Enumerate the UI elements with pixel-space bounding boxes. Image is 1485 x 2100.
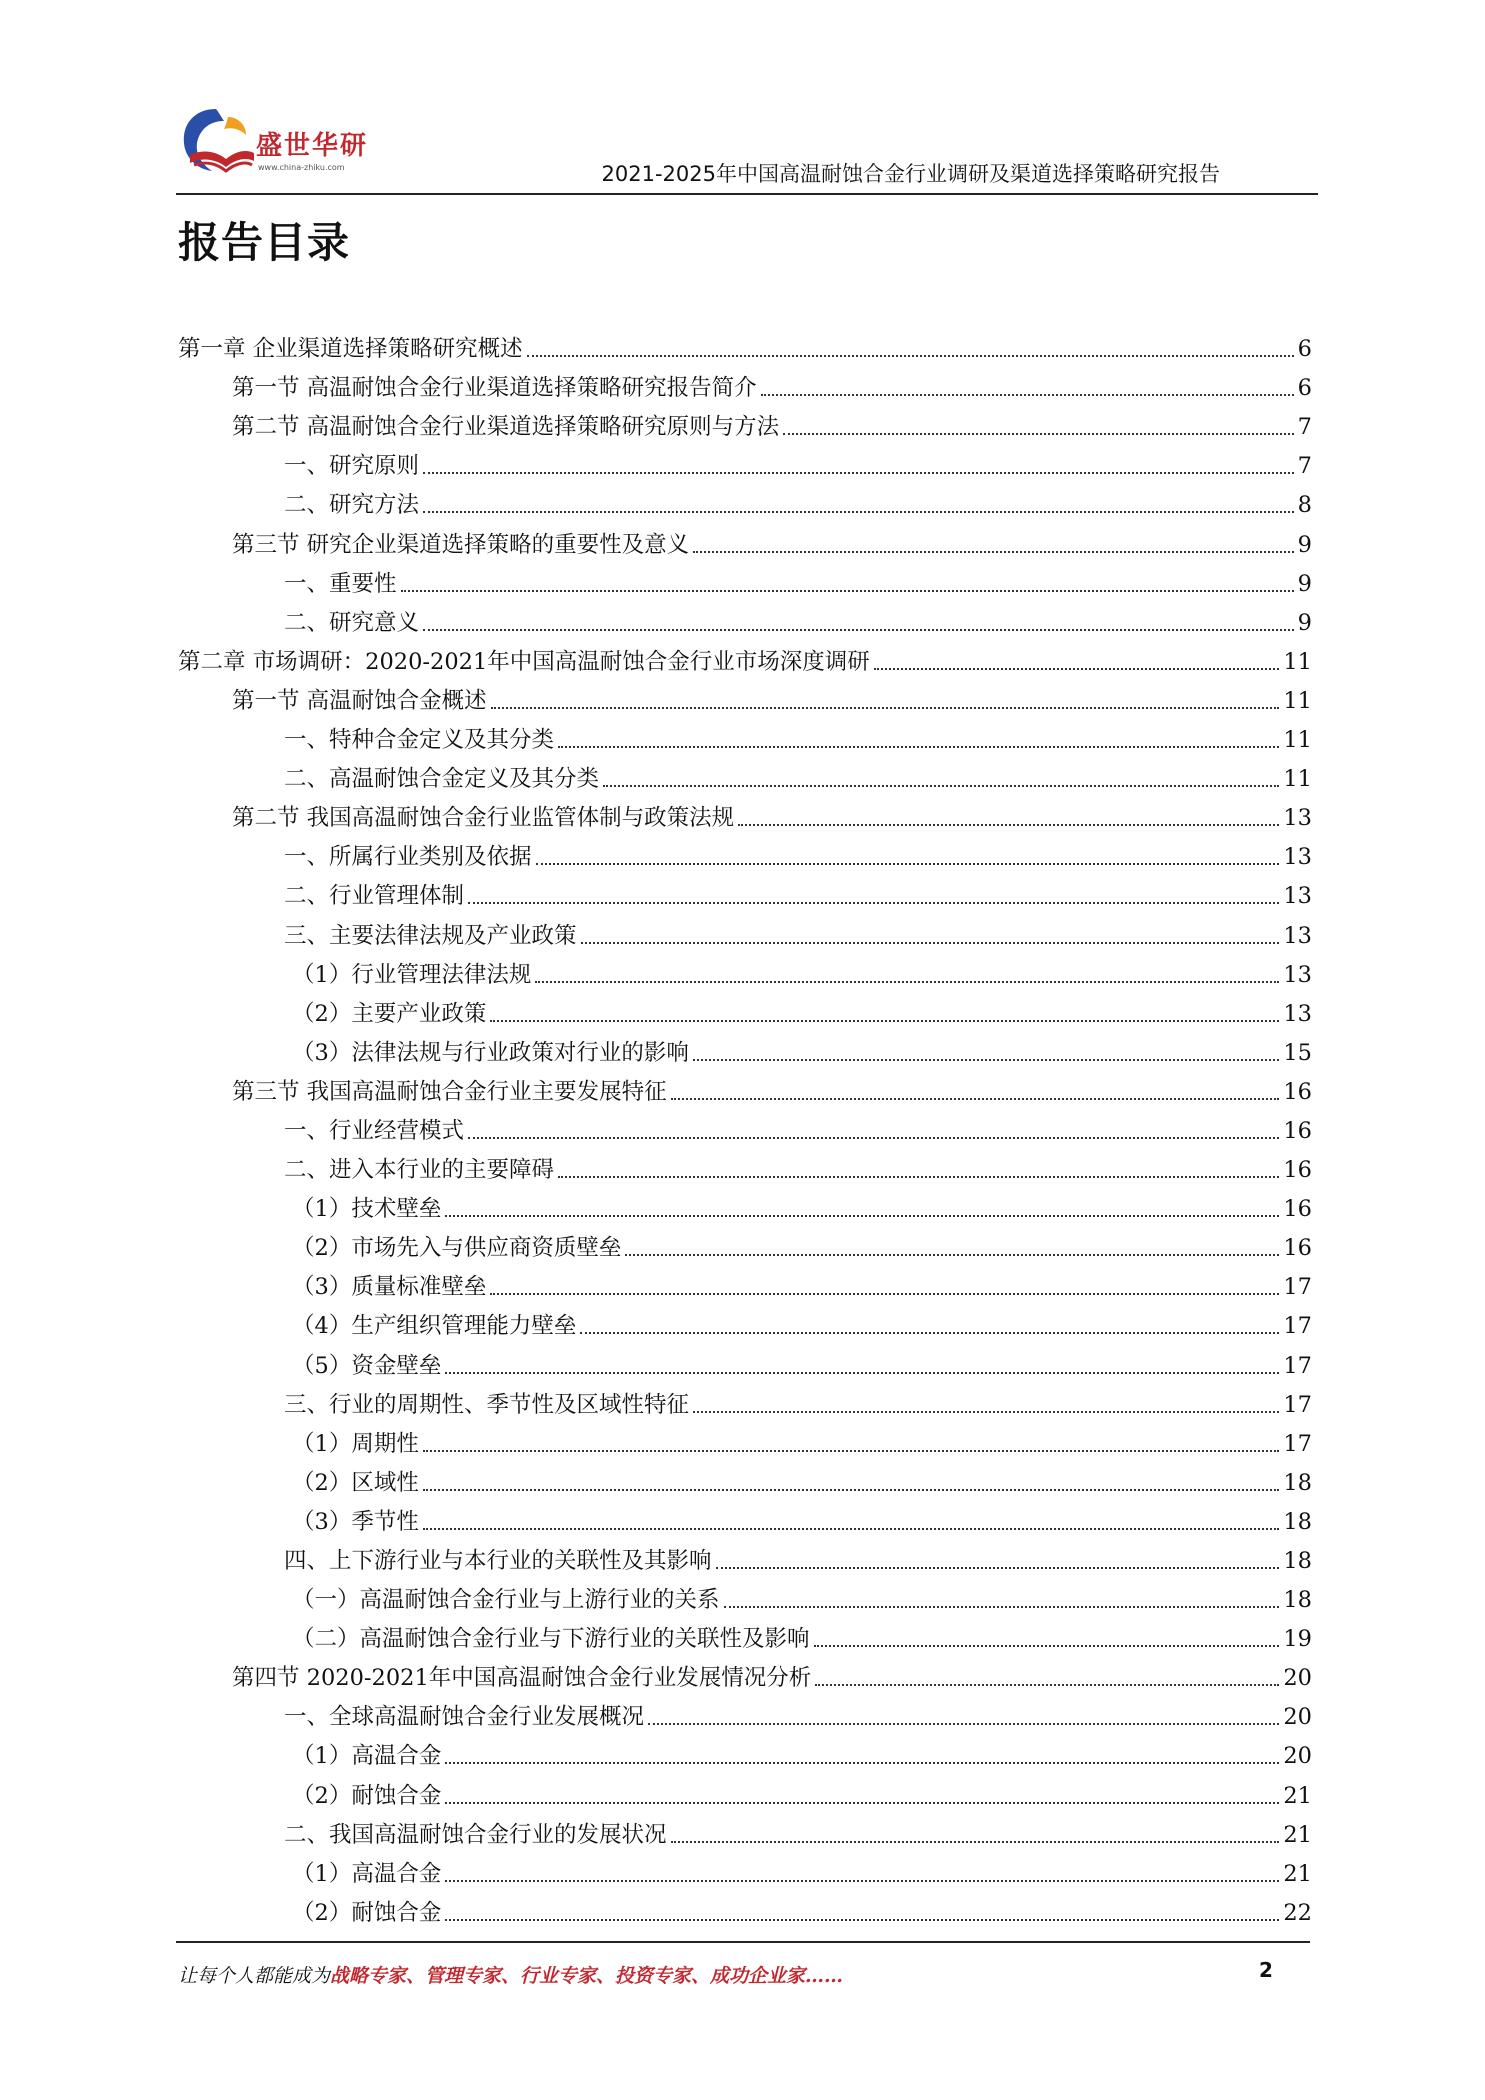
- toc-entry-page: 20: [1283, 1665, 1312, 1692]
- toc-entry[interactable]: [178, 442, 1312, 481]
- toc-leader-dots: [693, 1411, 1279, 1413]
- toc-entry-page: 15: [1283, 1039, 1312, 1066]
- toc-leader-dots: [625, 1254, 1279, 1256]
- toc-entry[interactable]: [178, 1263, 1312, 1302]
- toc-entry[interactable]: [178, 872, 1312, 911]
- toc-entry-page: 17: [1283, 1274, 1312, 1301]
- book-swirl-icon: [176, 103, 256, 181]
- toc-entry-page: 18: [1283, 1548, 1312, 1574]
- page-title: 报告目录: [178, 218, 351, 267]
- toc-leader-dots: [445, 1215, 1279, 1217]
- toc-entry-title: 三、主要法律法规及产业政策: [284, 922, 577, 949]
- toc-entry[interactable]: [178, 1029, 1312, 1068]
- toc-leader-dots: [468, 1137, 1279, 1139]
- toc-leader-dots: [761, 394, 1294, 396]
- toc-leader-dots: [581, 942, 1280, 944]
- toc-entry-page: 13: [1283, 922, 1312, 949]
- toc-leader-dots: [423, 511, 1294, 513]
- toc-entry-title: 一、研究原则: [284, 453, 420, 480]
- toc-entry-title: （2）市场先入与供应商资质壁垒: [292, 1235, 622, 1262]
- toc-entry-title: （3）季节性: [292, 1508, 419, 1535]
- toc-entry-page: 18: [1283, 1508, 1312, 1535]
- toc-entry[interactable]: [178, 560, 1312, 599]
- toc-leader-dots: [671, 1098, 1280, 1100]
- toc-entry-title: 二、研究方法: [284, 492, 420, 519]
- toc-leader-dots: [445, 1802, 1279, 1804]
- toc-entry[interactable]: [178, 1185, 1312, 1224]
- toc-entry-page: 6: [1297, 336, 1312, 363]
- toc-entry[interactable]: [178, 1302, 1312, 1341]
- toc-entry[interactable]: [178, 1850, 1312, 1889]
- toc-entry[interactable]: [178, 1224, 1312, 1263]
- toc-leader-dots: [648, 1723, 1279, 1725]
- toc-entry-page: 16: [1283, 1117, 1312, 1144]
- toc-entry-title: （2）耐蚀合金: [292, 1782, 442, 1809]
- toc-entry-page: 6: [1297, 375, 1312, 402]
- toc-entry-title: （4）生产组织管理能力壁垒: [292, 1313, 577, 1340]
- toc-entry-page: 13: [1283, 805, 1312, 832]
- toc-entry-title: 一、所属行业类别及依据: [284, 844, 532, 871]
- toc-leader-dots: [491, 707, 1280, 709]
- toc-leader-dots: [423, 472, 1294, 474]
- toc-entry-title: 第一节 高温耐蚀合金行业渠道选择策略研究报告简介: [232, 375, 757, 402]
- toc-entry-page: 19: [1283, 1626, 1312, 1653]
- toc-entry[interactable]: [178, 325, 1312, 364]
- toc-entry-page: 11: [1283, 766, 1312, 793]
- toc-entry-title: 四、上下游行业与本行业的关联性及其影响: [284, 1548, 712, 1574]
- toc-leader-dots: [815, 1684, 1279, 1686]
- toc-entry-title: 第一节 高温耐蚀合金概述: [232, 687, 487, 714]
- toc-entry-page: 18: [1283, 1587, 1312, 1614]
- brand-logo: [176, 103, 386, 181]
- toc-entry-title: （3）法律法规与行业政策对行业的影响: [292, 1039, 689, 1066]
- toc-leader-dots: [445, 1880, 1279, 1882]
- toc-entry-page: 22: [1283, 1899, 1312, 1926]
- toc-entry-page: 16: [1283, 1196, 1312, 1223]
- toc-entry-page: 11: [1283, 727, 1312, 754]
- toc-entry[interactable]: [178, 833, 1312, 872]
- table-of-contents: [178, 325, 1312, 1928]
- toc-entry[interactable]: [178, 1811, 1312, 1850]
- toc-entry[interactable]: [178, 990, 1312, 1029]
- toc-entry[interactable]: [178, 599, 1312, 638]
- toc-entry-title: 一、全球高温耐蚀合金行业发展概况: [284, 1704, 645, 1731]
- toc-entry-title: 二、我国高温耐蚀合金行业的发展状况: [284, 1821, 667, 1848]
- toc-entry-title: （2）主要产业政策: [292, 1000, 487, 1027]
- toc-entry-page: 7: [1297, 453, 1312, 480]
- toc-entry-page: 13: [1283, 883, 1312, 910]
- toc-entry[interactable]: [178, 1498, 1312, 1537]
- toc-entry-page: 20: [1283, 1743, 1312, 1770]
- toc-entry[interactable]: [178, 481, 1312, 520]
- toc-leader-dots: [671, 1841, 1280, 1843]
- toc-entry-page: 13: [1283, 961, 1312, 988]
- toc-entry[interactable]: [178, 1771, 1312, 1810]
- toc-leader-dots: [693, 551, 1294, 553]
- toc-entry[interactable]: [178, 1693, 1312, 1732]
- footer-slogan-prefix: 让每个人都能成为: [178, 1965, 331, 1987]
- toc-entry[interactable]: [178, 1341, 1312, 1380]
- toc-leader-dots: [423, 1489, 1280, 1491]
- toc-entry-page: 9: [1297, 609, 1312, 636]
- toc-entry[interactable]: [178, 1068, 1312, 1107]
- toc-entry-title: （1）行业管理法律法规: [292, 961, 532, 988]
- toc-leader-dots: [603, 785, 1279, 787]
- toc-leader-dots: [445, 1762, 1279, 1764]
- toc-entry[interactable]: [178, 1146, 1312, 1185]
- toc-leader-dots: [468, 902, 1279, 904]
- toc-leader-dots: [874, 668, 1280, 670]
- toc-entry-page: 13: [1283, 1000, 1312, 1027]
- toc-leader-dots: [445, 1372, 1279, 1374]
- toc-entry-page: 17: [1283, 1313, 1312, 1340]
- header-divider: [176, 193, 1318, 195]
- toc-entry-title: 第一章 企业渠道选择策略研究概述: [178, 336, 523, 363]
- toc-entry-page: 17: [1283, 1352, 1312, 1379]
- toc-entry-page: 21: [1283, 1782, 1312, 1809]
- toc-entry-title: （一）高温耐蚀合金行业与上游行业的关系: [292, 1587, 720, 1614]
- toc-leader-dots: [423, 1528, 1280, 1530]
- toc-entry-page: 20: [1283, 1704, 1312, 1731]
- footer-slogan: [178, 1961, 843, 1988]
- toc-entry[interactable]: [178, 951, 1312, 990]
- toc-leader-dots: [536, 863, 1280, 865]
- toc-leader-dots: [423, 1450, 1280, 1452]
- toc-entry-title: 第三节 研究企业渠道选择策略的重要性及意义: [232, 531, 690, 558]
- toc-leader-dots: [445, 1919, 1279, 1921]
- toc-entry[interactable]: [178, 1889, 1312, 1928]
- footer-slogan-highlight: 战略专家、管理专家、行业专家、投资专家、成功企业家……: [330, 1965, 844, 1987]
- toc-entry-page: 16: [1283, 1078, 1312, 1105]
- toc-entry-title: （1）周期性: [292, 1430, 419, 1457]
- toc-leader-dots: [401, 590, 1294, 592]
- toc-entry[interactable]: [178, 1654, 1312, 1693]
- toc-entry[interactable]: [178, 755, 1312, 794]
- toc-entry-title: 二、进入本行业的主要障碍: [284, 1157, 555, 1184]
- page-number: 2: [1259, 1958, 1273, 1982]
- toc-entry-title: （二）高温耐蚀合金行业与下游行业的关联性及影响: [292, 1626, 810, 1653]
- toc-entry-title: 第二节 我国高温耐蚀合金行业监管体制与政策法规: [232, 805, 735, 832]
- toc-entry-page: 7: [1297, 414, 1312, 441]
- toc-entry-title: （2）耐蚀合金: [292, 1899, 442, 1926]
- toc-entry[interactable]: [178, 1107, 1312, 1146]
- brand-name: 盛世华研: [256, 131, 369, 161]
- toc-entry-title: （1）高温合金: [292, 1743, 442, 1770]
- toc-entry-title: 一、特种合金定义及其分类: [284, 727, 555, 754]
- toc-entry[interactable]: [178, 638, 1312, 677]
- toc-entry[interactable]: [178, 1732, 1312, 1771]
- toc-leader-dots: [527, 355, 1294, 357]
- toc-leader-dots: [580, 1332, 1279, 1334]
- toc-entry[interactable]: [178, 911, 1312, 950]
- toc-entry-title: 第三节 我国高温耐蚀合金行业主要发展特征: [232, 1078, 667, 1105]
- toc-leader-dots: [490, 1293, 1279, 1295]
- toc-entry[interactable]: [178, 677, 1312, 716]
- toc-leader-dots: [716, 1567, 1280, 1569]
- toc-leader-dots: [783, 433, 1294, 435]
- toc-entry-title: （1）技术壁垒: [292, 1196, 442, 1223]
- toc-entry[interactable]: [178, 364, 1312, 403]
- toc-leader-dots: [693, 1059, 1280, 1061]
- footer-divider: [176, 1941, 1310, 1943]
- toc-entry-title: （1）高温合金: [292, 1860, 442, 1887]
- toc-entry[interactable]: [178, 1459, 1312, 1498]
- toc-entry-title: （5）资金壁垒: [292, 1352, 442, 1379]
- toc-entry-title: 一、重要性: [284, 570, 397, 597]
- toc-entry-page: 11: [1283, 687, 1312, 714]
- toc-entry-page: 16: [1283, 1157, 1312, 1184]
- report-title: 2021-2025年中国高温耐蚀合金行业调研及渠道选择策略研究报告: [601, 162, 1220, 186]
- toc-leader-dots: [738, 824, 1279, 826]
- toc-entry-page: 21: [1283, 1821, 1312, 1848]
- toc-entry-title: 第二节 高温耐蚀合金行业渠道选择策略研究原则与方法: [232, 414, 780, 441]
- toc-entry-title: 第二章 市场调研：2020-2021年中国高温耐蚀合金行业市场深度调研: [178, 648, 870, 675]
- toc-entry-page: 17: [1283, 1391, 1312, 1418]
- toc-entry[interactable]: [178, 1615, 1312, 1654]
- toc-entry-page: 13: [1283, 844, 1312, 871]
- toc-entry-title: 第四节 2020-2021年中国高温耐蚀合金行业发展情况分析: [232, 1665, 812, 1692]
- toc-leader-dots: [814, 1645, 1280, 1647]
- toc-entry-title: 一、行业经营模式: [284, 1117, 465, 1144]
- toc-leader-dots: [490, 1020, 1279, 1022]
- toc-entry-page: 21: [1283, 1860, 1312, 1887]
- toc-leader-dots: [558, 746, 1279, 748]
- toc-entry[interactable]: [178, 1576, 1312, 1615]
- toc-entry-page: 17: [1283, 1430, 1312, 1457]
- toc-entry[interactable]: [178, 1381, 1312, 1420]
- toc-entry-page: 11: [1283, 648, 1312, 675]
- toc-entry[interactable]: [178, 520, 1312, 559]
- toc-leader-dots: [535, 981, 1279, 983]
- brand-url: www.china-zhiku.com: [258, 163, 345, 172]
- toc-entry-page: 16: [1283, 1235, 1312, 1262]
- toc-entry[interactable]: [178, 1420, 1312, 1459]
- toc-leader-dots: [724, 1606, 1280, 1608]
- toc-entry-title: 三、行业的周期性、季节性及区域性特征: [284, 1391, 690, 1418]
- toc-entry-page: 9: [1297, 570, 1312, 597]
- toc-entry-title: （2）区域性: [292, 1469, 419, 1496]
- toc-entry-title: 二、研究意义: [284, 609, 420, 636]
- toc-entry-page: 8: [1297, 492, 1312, 519]
- toc-entry-title: （3）质量标准壁垒: [292, 1274, 487, 1301]
- toc-entry-page: 9: [1297, 531, 1312, 558]
- toc-leader-dots: [558, 1176, 1279, 1178]
- toc-entry-title: 二、高温耐蚀合金定义及其分类: [284, 766, 600, 793]
- toc-entry-title: 二、行业管理体制: [284, 883, 465, 910]
- toc-entry[interactable]: [178, 403, 1312, 442]
- toc-entry[interactable]: [178, 794, 1312, 833]
- toc-entry[interactable]: [178, 716, 1312, 755]
- toc-entry[interactable]: [178, 1537, 1312, 1576]
- toc-entry-page: 18: [1283, 1469, 1312, 1496]
- toc-leader-dots: [423, 629, 1294, 631]
